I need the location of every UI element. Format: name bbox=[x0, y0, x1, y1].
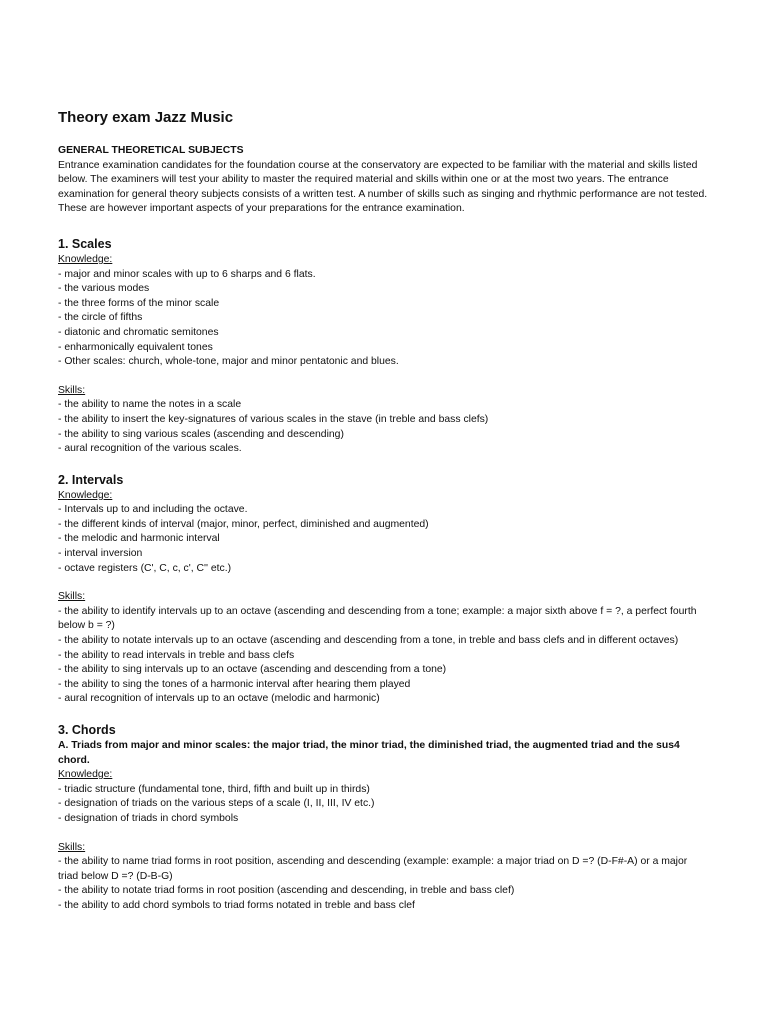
list-item: - the ability to sing intervals up to an octave (ascending and descending from a tone) bbox=[58, 664, 447, 676]
page-title: Theory exam Jazz Music bbox=[58, 109, 234, 126]
list-item: - major and minor scales with up to 6 sharps and 6 flats. bbox=[58, 268, 316, 280]
section-chords bbox=[58, 721, 708, 914]
list-item: - interval inversion bbox=[58, 548, 143, 560]
skills-list bbox=[58, 855, 708, 913]
skills-label: Skills: bbox=[58, 841, 86, 853]
spacer bbox=[58, 707, 708, 721]
section-title: 1. Scales bbox=[58, 236, 112, 251]
list-item: - the ability to name the notes in a scale bbox=[58, 399, 242, 411]
list-item: - the ability to sing the tones of a harmonic interval after hearing them played bbox=[58, 678, 411, 690]
list-item: - the ability to add chord symbols to triad forms notated in treble and bass clef bbox=[58, 899, 415, 911]
spacer bbox=[58, 370, 708, 384]
skills-list bbox=[58, 398, 708, 456]
list-item: - the different kinds of interval (major, minor, perfect, diminished and augmented) bbox=[58, 518, 429, 530]
knowledge-list bbox=[58, 783, 708, 827]
list-item: - octave registers (C', C, c, c', C'' etc.) bbox=[58, 562, 232, 574]
list-item: - Intervals up to and including the octave. bbox=[58, 504, 248, 516]
spacer bbox=[58, 457, 708, 471]
spacer bbox=[58, 217, 708, 235]
list-item: - diatonic and chromatic semitones bbox=[58, 326, 219, 338]
spacer bbox=[58, 576, 708, 590]
list-item: - the ability to notate triad forms in root position (ascending and descending, in treble and bass clef) bbox=[58, 885, 515, 897]
list-item: - the various modes bbox=[58, 283, 150, 295]
section-title: 2. Intervals bbox=[58, 472, 124, 487]
knowledge-label: Knowledge: bbox=[58, 489, 113, 501]
list-item: - aural recognition of the various scales. bbox=[58, 443, 242, 455]
knowledge-label: Knowledge: bbox=[58, 769, 113, 781]
list-item: - triadic structure (fundamental tone, third, fifth and built up in thirds) bbox=[58, 783, 370, 795]
section-title: 3. Chords bbox=[58, 723, 116, 737]
general-subjects-heading: GENERAL THEORETICAL SUBJECTS bbox=[58, 145, 244, 156]
list-item: - the ability to insert the key-signatures of various scales in the stave (in treble and bass clefs) bbox=[58, 413, 489, 425]
list-item: - the ability to read intervals in treble and bass clefs bbox=[58, 649, 295, 661]
list-item: - the ability to identify intervals up to an octave (ascending and descending from a tone; example: a major sixth above f = ?, a perfect fourth below b = ?) bbox=[58, 605, 697, 632]
knowledge-label: Knowledge: bbox=[58, 253, 113, 265]
list-item: - the ability to notate intervals up to an octave (ascending and descending from a tone, in treble and bass clefs and in different octaves) bbox=[58, 635, 679, 647]
list-item: - the ability to sing various scales (ascending and descending) bbox=[58, 428, 344, 440]
knowledge-list bbox=[58, 503, 708, 576]
skills-list bbox=[58, 605, 708, 707]
list-item: - the three forms of the minor scale bbox=[58, 297, 220, 309]
spacer bbox=[58, 827, 708, 841]
list-item: - Other scales: church, whole-tone, major and minor pentatonic and blues. bbox=[58, 356, 399, 368]
skills-label: Skills: bbox=[58, 591, 86, 603]
list-item: - aural recognition of intervals up to an octave (melodic and harmonic) bbox=[58, 693, 380, 705]
triads-subheading: A. Triads from major and minor scales: the major triad, the minor triad, the diminished triad, the augmented triad and the sus4 chord. bbox=[58, 740, 680, 766]
knowledge-list bbox=[58, 268, 708, 370]
section-intervals bbox=[58, 471, 708, 707]
list-item: - the ability to name triad forms in root position, ascending and descending (example: example: a major triad on D =? (D-F#-A) or a major triad below D =? (D-B-G) bbox=[58, 856, 688, 882]
list-item: - enharmonically equivalent tones bbox=[58, 341, 213, 353]
list-item: - the melodic and harmonic interval bbox=[58, 533, 220, 545]
section-scales bbox=[58, 235, 708, 457]
intro-paragraph: Entrance examination candidates for the foundation course at the conservatory are expected to be familiar with the material and skills listed below. The examiners will test your ability to master the required material and skills within one or at the most two years. The entrance examination for general theory subjects consists of a written test. A number of skills such as singing and rhythmic performance are not tested. These are however important aspects of your preparations for the entrance examination. bbox=[58, 159, 708, 215]
list-item: - the circle of fifths bbox=[58, 312, 143, 324]
list-item: - designation of triads in chord symbols bbox=[58, 812, 239, 824]
list-item: - designation of triads on the various steps of a scale (I, II, III, IV etc.) bbox=[58, 798, 375, 810]
skills-label: Skills: bbox=[58, 384, 86, 396]
